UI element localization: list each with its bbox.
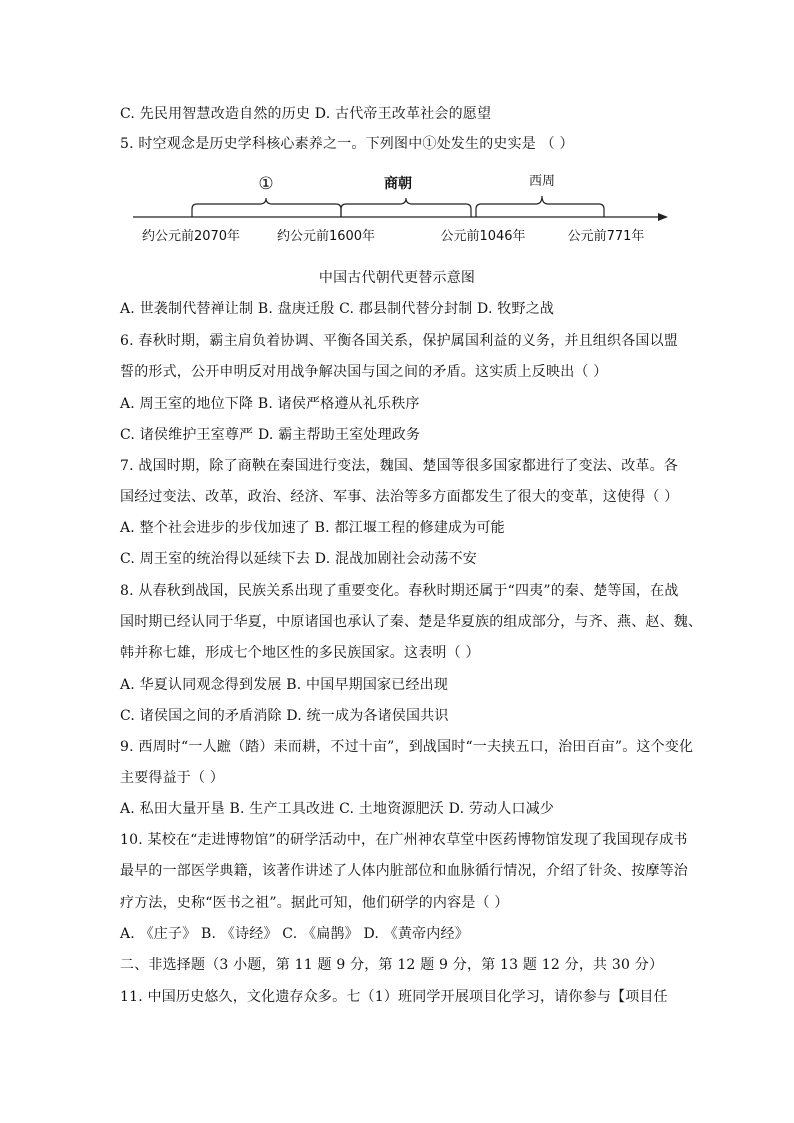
question-7-options-ab: A. 整个社会进步的步伐加速了 B. 都江堰工程的修建成为可能 (120, 520, 505, 536)
dynasty-timeline-figure (0, 160, 794, 250)
question-7-stem-line1: 7. 战国时期，除了商鞅在秦国进行变法，魏国、楚国等很多国家都进行了变法、改革。各 (120, 458, 679, 474)
question-5-stem: 5. 时空观念是历史学科核心素养之一。下列图中①处发生的史实是 （ ） (120, 136, 574, 152)
figure-caption: 中国古代朝代更替示意图 (318, 270, 476, 286)
timeline-marker-1: ① (258, 174, 274, 194)
timeline-arrow-icon (658, 213, 668, 221)
date-label-1: 约公元前2070年 (141, 229, 241, 244)
date-label-2: 约公元前1600年 (276, 229, 376, 244)
question-7-options-cd: C. 周王室的统治得以延续下去 D. 混战加剧社会动荡不安 (120, 551, 477, 567)
question-5-options: A. 世袭制代替禅让制 B. 盘庚迁殷 C. 郡县制代替分封制 D. 牧野之战 (120, 301, 555, 317)
question-7-stem-line2: 国经过变法、改革，政治、经济、军事、法治等多方面都发生了很大的变革，这使得（ ） (120, 489, 679, 505)
question-10-stem-line2: 最早的一部医学典籍，该著作讲述了人体内脏部位和血脉循行情况，介绍了针灸、按摩等治 (120, 863, 688, 879)
date-label-3: 公元前1046年 (440, 229, 526, 244)
date-label-4: 公元前771年 (567, 229, 645, 244)
question-9-stem-line2: 主要得益于（ ） (120, 770, 225, 786)
question-8-stem-line2: 国时期已经认同于华夏，中原诸国也承认了秦、楚是华夏族的组成部分，与齐、燕、赵、魏、 (120, 614, 703, 630)
question-8-stem-line3: 韩并称七雄，形成七个地区性的多民族国家。这表明（ ） (120, 645, 480, 661)
question-10-options: A. 《庄子》 B. 《诗经》 C. 《扁鹊》 D. 《黄帝内经》 (120, 926, 469, 942)
question-10-stem-line1: 10. 某校在“走进博物馆”的研学活动中，在广州神农草堂中医药博物馆发现了我国现存成书 (120, 832, 688, 848)
question-6-stem-line2: 誓的形式，公开申明反对用战争解决国与国之间的矛盾。这实质上反映出（ ） (120, 364, 608, 380)
question-8-options-ab: A. 华夏认同观念得到发展 B. 中国早期国家已经出现 (120, 677, 449, 693)
bracket-shang (341, 198, 471, 217)
question-9-stem-line1: 9. 西周时“一人蹠（踏）耒而耕，不过十亩”，到战国时“一夫挟五口，治田百亩”。这个变化 (120, 739, 694, 755)
question-6-stem-line1: 6. 春秋时期，霸主肩负着协调、平衡各国关系，保护属国利益的义务，并且组织各国以盟 (120, 333, 679, 349)
section-2-heading: 二、非选择题（3 小题，第 11 题 9 分，第 12 题 9 分，第 13 题 12 分，共 30 分） (120, 957, 664, 973)
option-line-q4-cd: C. 先民用智慧改造自然的历史 D. 古代帝王改革社会的愿望 (120, 106, 492, 122)
question-11-stem: 11. 中国历史悠久，文化遗存众多。七（1）班同学开展项目化学习，请你参与【项目任 (120, 989, 668, 1005)
bracket-xia (192, 198, 341, 217)
label-xizhou: 西周 (528, 174, 556, 189)
question-8-options-cd: C. 诸侯国之间的矛盾消除 D. 统一成为各诸侯国共识 (120, 708, 449, 724)
label-shang: 商朝 (384, 176, 412, 192)
question-6-options-cd: C. 诸侯维护王室尊严 D. 霸主帮助王室处理政务 (120, 427, 421, 443)
question-10-stem-line3: 疗方法，史称“医书之祖”。据此可知，他们研学的内容是（ ） (120, 895, 509, 911)
bracket-xizhou (476, 196, 604, 217)
question-9-options: A. 私田大量开垦 B. 生产工具改进 C. 土地资源肥沃 D. 劳动人口减少 (120, 801, 555, 817)
question-6-options-ab: A. 周王室的地位下降 B. 诸侯严格遵从礼乐秩序 (120, 396, 420, 412)
question-8-stem-line1: 8. 从春秋到战国，民族关系出现了重要变化。春秋时期还属于“四夷”的秦、楚等国，在战 (120, 583, 679, 599)
